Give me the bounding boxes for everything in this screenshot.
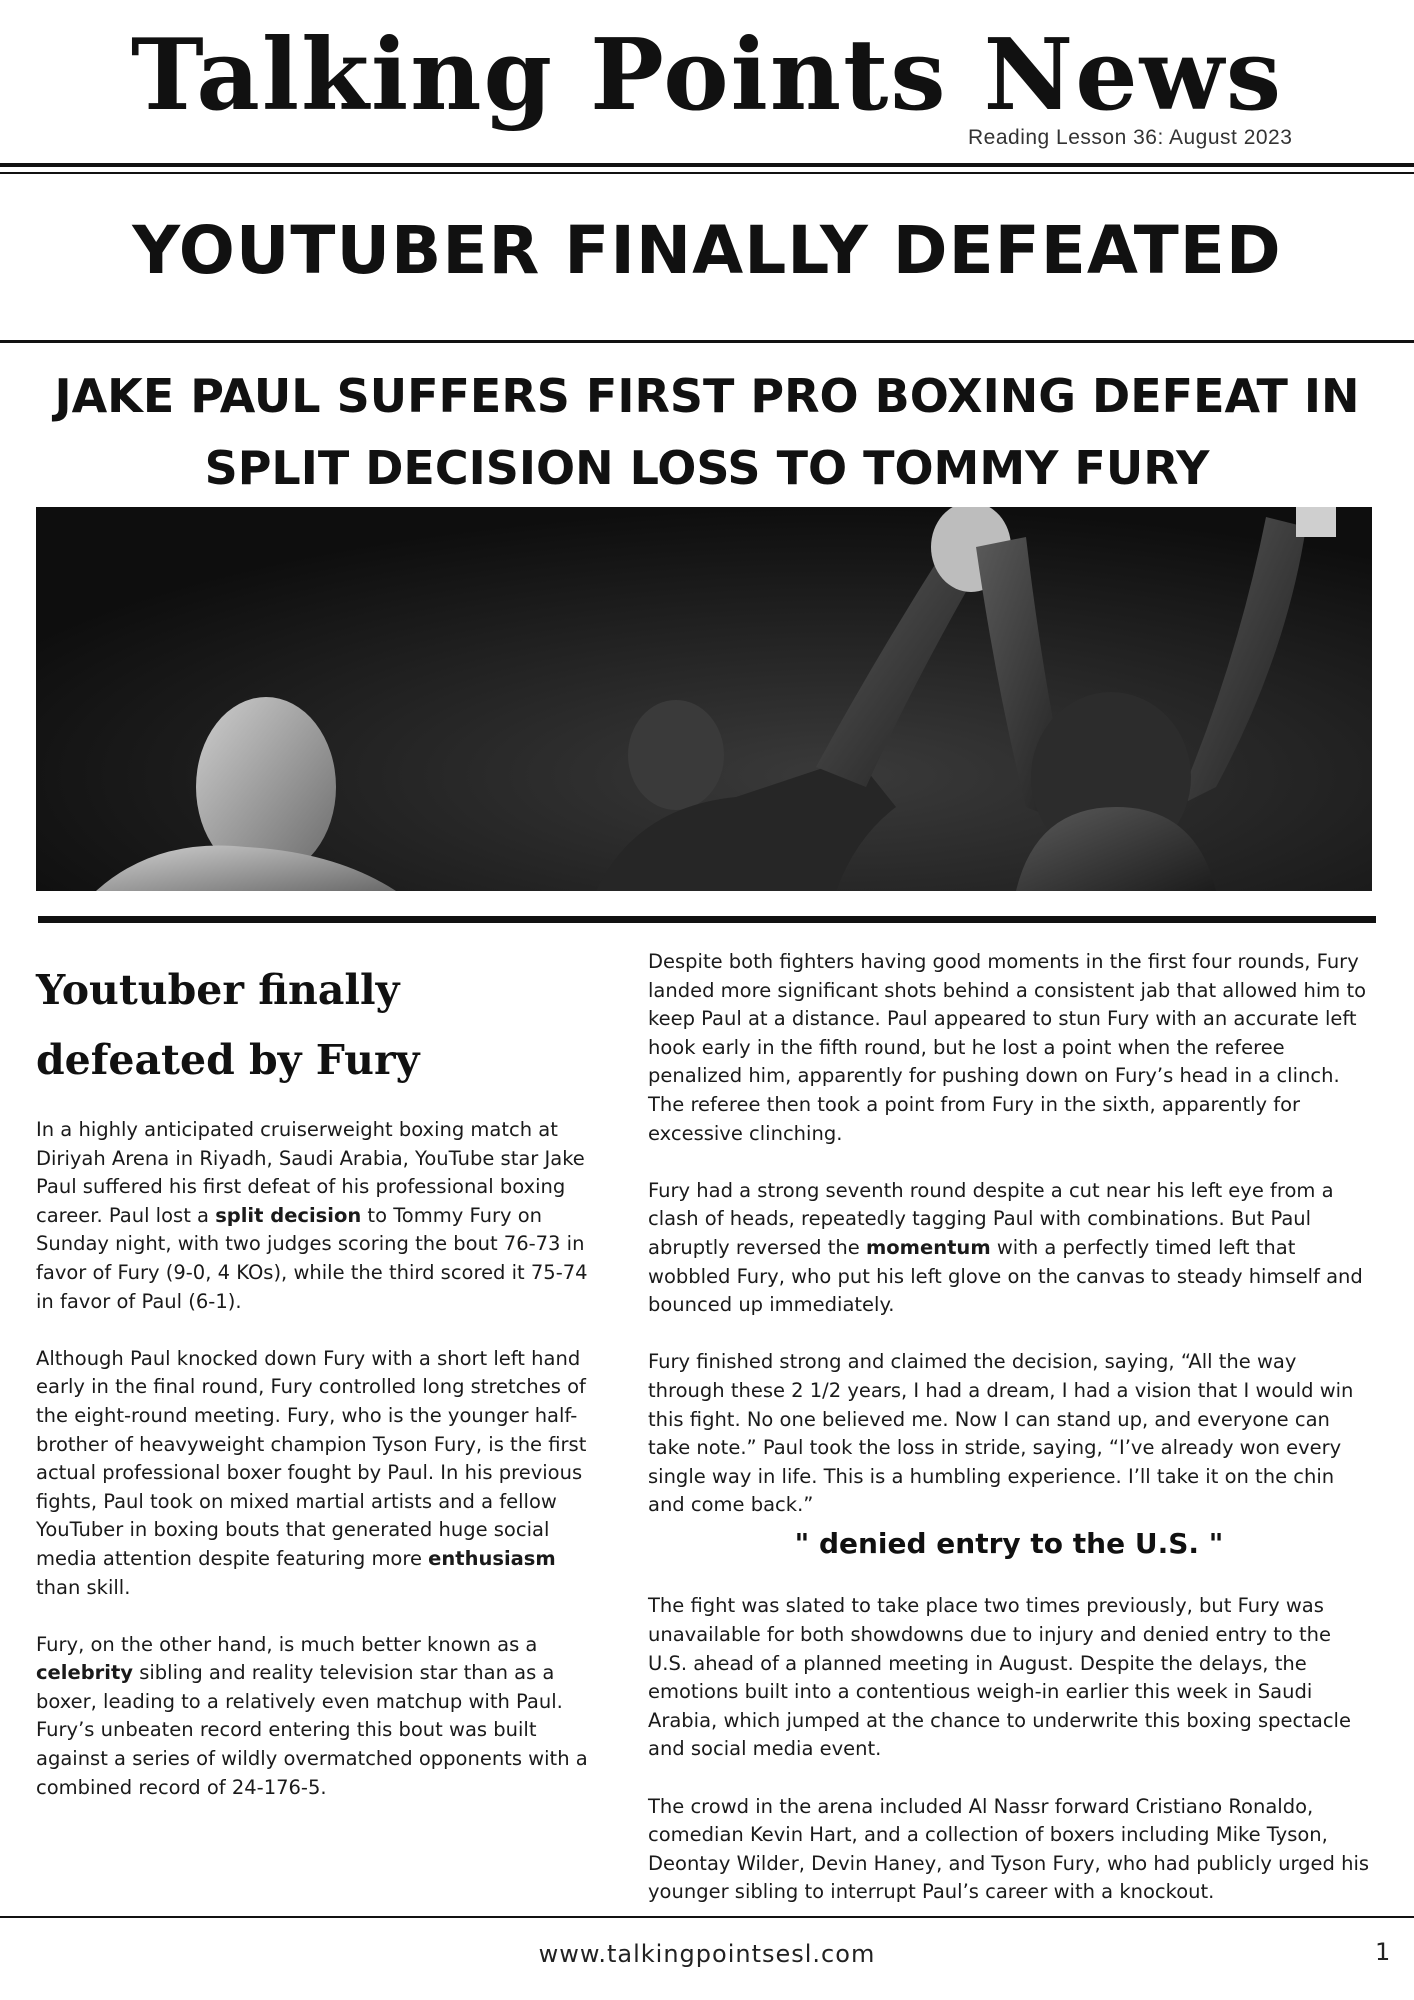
- paragraph-text: to Tommy Fury on Sunday night, with two judges scoring the bout 76-73 in favor of Fury (9-0, 4 KOs), while the third scored it 75-74 in favor of Paul (6-1).: [36, 1203, 588, 1313]
- footer-url[interactable]: www.talkingpointsesl.com: [538, 1940, 876, 1968]
- paragraph-text: with a perfectly timed left that wobbled Fury, who put his left glove on the canvas to steady himself and bounced up immediately.: [648, 1235, 1363, 1317]
- left-column: [36, 1116, 602, 1831]
- paragraph: [648, 1177, 1370, 1320]
- pull-quote: " denied entry to the U.S. ": [794, 1526, 1224, 1560]
- masthead-rule-thin: [0, 172, 1414, 174]
- footer-rule: [0, 1916, 1414, 1918]
- vocab-term: split decision: [215, 1203, 362, 1227]
- vocab-term: enthusiasm: [428, 1546, 556, 1570]
- vocab-term: celebrity: [36, 1661, 133, 1685]
- boxing-photo: [36, 507, 1372, 891]
- boxing-photo-illustration: [36, 507, 1372, 891]
- headline-rule: [0, 340, 1414, 343]
- article-title: [36, 955, 596, 1095]
- lesson-label: Reading Lesson 36: August 2023: [968, 126, 1293, 149]
- paragraph-text: Fury, on the other hand, is much better known as a: [36, 1632, 538, 1656]
- paragraph: [36, 1345, 602, 1602]
- headline: YOUTUBER FINALLY DEFEATED: [132, 212, 1282, 289]
- paragraph-text: Fury had a strong seventh round despite a cut near his left eye from a clash of heads, repeatedly tagging Paul with combinations. But Paul abruptly reversed the: [648, 1178, 1334, 1259]
- subheadline: [30, 360, 1384, 504]
- paragraph: [36, 1116, 602, 1316]
- article-title-line-1: Youtuber finally: [36, 966, 400, 1014]
- masthead-rule-thick: [0, 163, 1414, 167]
- article-title-line-2: defeated by Fury: [36, 1036, 420, 1084]
- paragraph: The fight was slated to take place two times previously, but Fury was unavailable for both showdowns due to injury and denied entry to the U.S. ahead of a planned meeting in August. Despite the delays, the emotions built into a contentious weigh-in earlier this week in Saudi Arabia, which jumped at the chance to underwrite this boxing spectacle and social media event.: [648, 1594, 1351, 1761]
- paragraph: The crowd in the arena included Al Nassr forward Cristiano Ronaldo, comedian Kevin Hart, and a collection of boxers including Mike Tyson, Deontay Wilder, Devin Haney, and Tyson Fury, who had publicly urged his younger sibling to interrupt Paul’s career with a knockout.: [648, 1794, 1370, 1904]
- vocab-term: momentum: [865, 1235, 991, 1259]
- paragraph-text: In a highly anticipated cruiserweight boxing match at Diriyah Arena in Riyadh, Saudi Arabia, YouTube star Jake Paul suffered his first defeat of his professional boxing career. Paul lost a: [36, 1118, 585, 1227]
- subheadline-line-1: JAKE PAUL SUFFERS FIRST PRO BOXING DEFEAT IN: [54, 369, 1360, 423]
- paragraph: Fury finished strong and claimed the decision, saying, “All the way through these 2 1/2 years, I had a dream, I had a vision that I would win this fight. No one believed me. Now I can stand up, and everyone can take note.” Paul took the loss in stride, saying, “I’ve already won every single way in life. This is a humbling experience. I’ll take it on the chin and come back.”: [648, 1350, 1354, 1517]
- page-number: 1: [1375, 1938, 1391, 1966]
- subheadline-line-2: SPLIT DECISION LOSS TO TOMMY FURY: [204, 441, 1210, 495]
- masthead-title: Talking Points News: [130, 18, 1284, 133]
- paragraph-text: than skill.: [36, 1575, 131, 1599]
- paragraph: [36, 1631, 602, 1803]
- paragraph: Despite both fighters having good moments in the first four rounds, Fury landed more significant shots behind a consistent jab that allowed him to keep Paul at a distance. Paul appeared to stun Fury with an accurate left hook early in the fifth round, but he lost a point when the referee penalized him, apparently for pushing down on Fury’s head in a clinch. The referee then took a point from Fury in the sixth, apparently for excessive clinching.: [648, 950, 1367, 1145]
- section-divider: [38, 916, 1376, 923]
- paragraph-text: Although Paul knocked down Fury with a short left hand early in the final round, Fury controlled long stretches of the eight-round meeting. Fury, who is the younger half-brother of heavyweight champion Tyson Fury, is the first actual professional boxer fought by Paul. In his previous fights, Paul took on mixed martial artists and a fellow YouTuber in boxing bouts that generated huge social media attention despite featuring more: [36, 1346, 587, 1570]
- right-column: [648, 948, 1370, 1936]
- paragraph-text: sibling and reality television star than as a boxer, leading to a relatively even matchup with Paul. Fury’s unbeaten record entering this bout was built against a series of wildly overmatched opponents with a combined record of 24-176-5.: [36, 1661, 588, 1799]
